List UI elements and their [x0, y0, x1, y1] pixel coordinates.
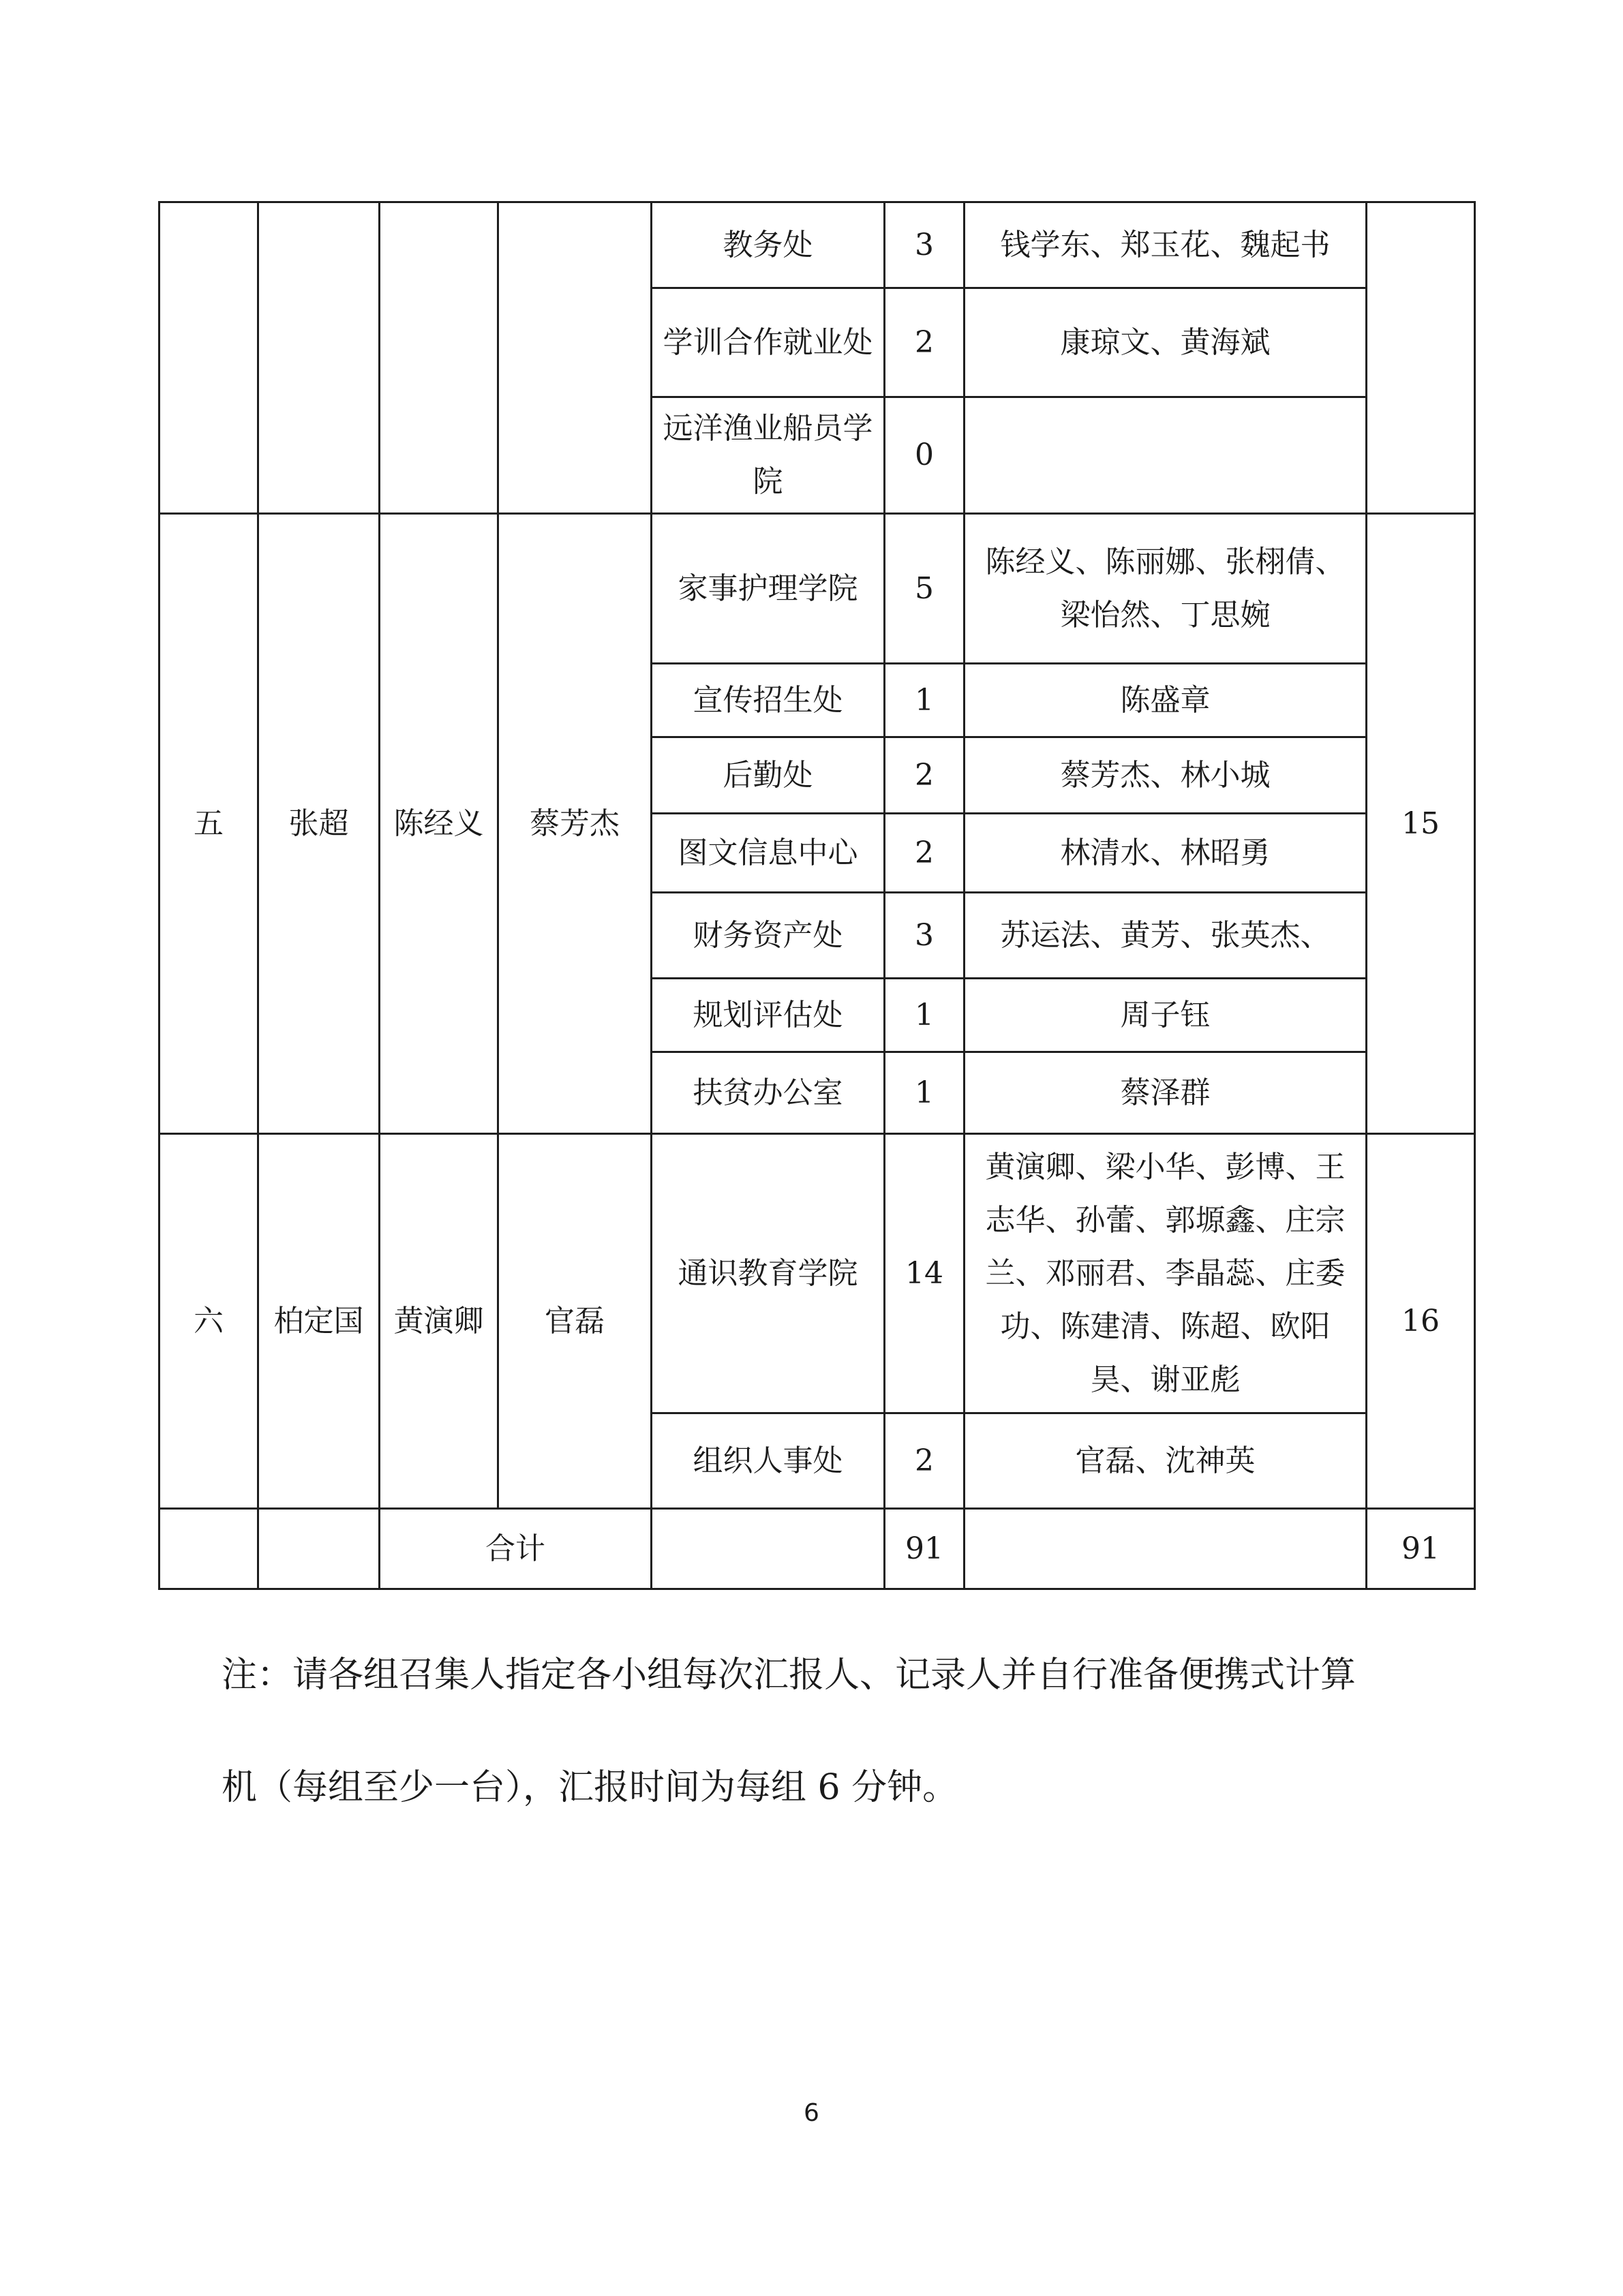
empty-cell — [1367, 397, 1475, 514]
unit-cell: 远洋渔业船员学院 — [652, 397, 885, 514]
count-cell: 3 — [885, 202, 965, 288]
leader-cell — [258, 202, 380, 288]
group-no-cell — [160, 202, 258, 288]
secretary-cell — [498, 202, 652, 288]
secretary-cell: 官磊 — [498, 1134, 652, 1509]
count-cell: 5 — [885, 514, 965, 664]
names-cell: 官磊、沈神英 — [965, 1413, 1367, 1509]
count-cell: 2 — [885, 737, 965, 814]
table-row — [160, 514, 1475, 664]
empty-cell — [965, 1509, 1367, 1589]
total-label: 合计 — [380, 1509, 652, 1589]
empty-cell — [1367, 288, 1475, 397]
group-no-cell: 五 — [160, 514, 258, 1134]
unit-cell: 图文信息中心 — [652, 814, 885, 893]
unit-cell: 财务资产处 — [652, 893, 885, 979]
note-line-1: 注：请各组召集人指定各小组每次汇报人、记录人并自行准备便携式计算 — [222, 1655, 1356, 1696]
total-cell — [1367, 202, 1475, 288]
group-no-cell: 六 — [160, 1134, 258, 1509]
empty-cell — [160, 288, 258, 397]
unit-cell: 后勤处 — [652, 737, 885, 814]
count-cell: 2 — [885, 1413, 965, 1509]
count-cell: 2 — [885, 814, 965, 893]
leader-cell: 柏定国 — [258, 1134, 380, 1509]
unit-cell: 扶贫办公室 — [652, 1052, 885, 1134]
convener-cell — [380, 202, 498, 288]
unit-cell: 组织人事处 — [652, 1413, 885, 1509]
count-cell: 1 — [885, 979, 965, 1052]
total-row — [160, 1509, 1475, 1589]
page-number: 6 — [804, 2099, 819, 2127]
empty-cell — [258, 288, 380, 397]
names-cell — [965, 397, 1367, 514]
names-cell: 陈经义、陈丽娜、张栩倩、梁怡然、丁思婉 — [965, 514, 1367, 664]
empty-cell — [160, 397, 258, 514]
empty-cell — [380, 397, 498, 514]
table-row — [160, 202, 1475, 288]
names-cell: 蔡泽群 — [965, 1052, 1367, 1134]
count-cell: 2 — [885, 288, 965, 397]
unit-cell: 宣传招生处 — [652, 664, 885, 737]
names-cell: 蔡芳杰、林小城 — [965, 737, 1367, 814]
note-line-2: 机（每组至少一台），汇报时间为每组 6 分钟。 — [222, 1767, 958, 1808]
empty-cell — [498, 288, 652, 397]
table-row — [160, 1134, 1475, 1413]
count-cell: 1 — [885, 1052, 965, 1134]
convener-cell: 黄演卿 — [380, 1134, 498, 1509]
total-count: 91 — [885, 1509, 965, 1589]
empty-cell — [652, 1509, 885, 1589]
total-cell: 16 — [1367, 1134, 1475, 1509]
names-cell: 康琼文、黄海斌 — [965, 288, 1367, 397]
unit-cell: 规划评估处 — [652, 979, 885, 1052]
total-cell: 15 — [1367, 514, 1475, 1134]
table-row — [160, 288, 1475, 397]
empty-cell — [258, 1509, 380, 1589]
unit-cell: 教务处 — [652, 202, 885, 288]
names-cell: 林清水、林昭勇 — [965, 814, 1367, 893]
convener-cell: 陈经义 — [380, 514, 498, 1134]
table-row — [160, 397, 1475, 514]
group-assignment-table — [158, 201, 1476, 1590]
unit-cell: 通识教育学院 — [652, 1134, 885, 1413]
names-cell: 苏运法、黄芳、张英杰、 — [965, 893, 1367, 979]
count-cell: 1 — [885, 664, 965, 737]
empty-cell — [380, 288, 498, 397]
names-cell: 黄演卿、梁小华、彭博、王志华、孙蕾、郭塬鑫、庄宗兰、邓丽君、李晶蕊、庄委功、陈建清、陈超、欧阳昊、谢亚彪 — [965, 1134, 1367, 1413]
count-cell: 14 — [885, 1134, 965, 1413]
names-cell: 周子钰 — [965, 979, 1367, 1052]
unit-cell: 家事护理学院 — [652, 514, 885, 664]
names-cell: 钱学东、郑玉花、魏起书 — [965, 202, 1367, 288]
names-cell: 陈盛章 — [965, 664, 1367, 737]
empty-cell — [498, 397, 652, 514]
count-cell: 3 — [885, 893, 965, 979]
unit-cell: 学训合作就业处 — [652, 288, 885, 397]
empty-cell — [258, 397, 380, 514]
secretary-cell: 蔡芳杰 — [498, 514, 652, 1134]
empty-cell — [160, 1509, 258, 1589]
leader-cell: 张超 — [258, 514, 380, 1134]
grand-total: 91 — [1367, 1509, 1475, 1589]
count-cell: 0 — [885, 397, 965, 514]
